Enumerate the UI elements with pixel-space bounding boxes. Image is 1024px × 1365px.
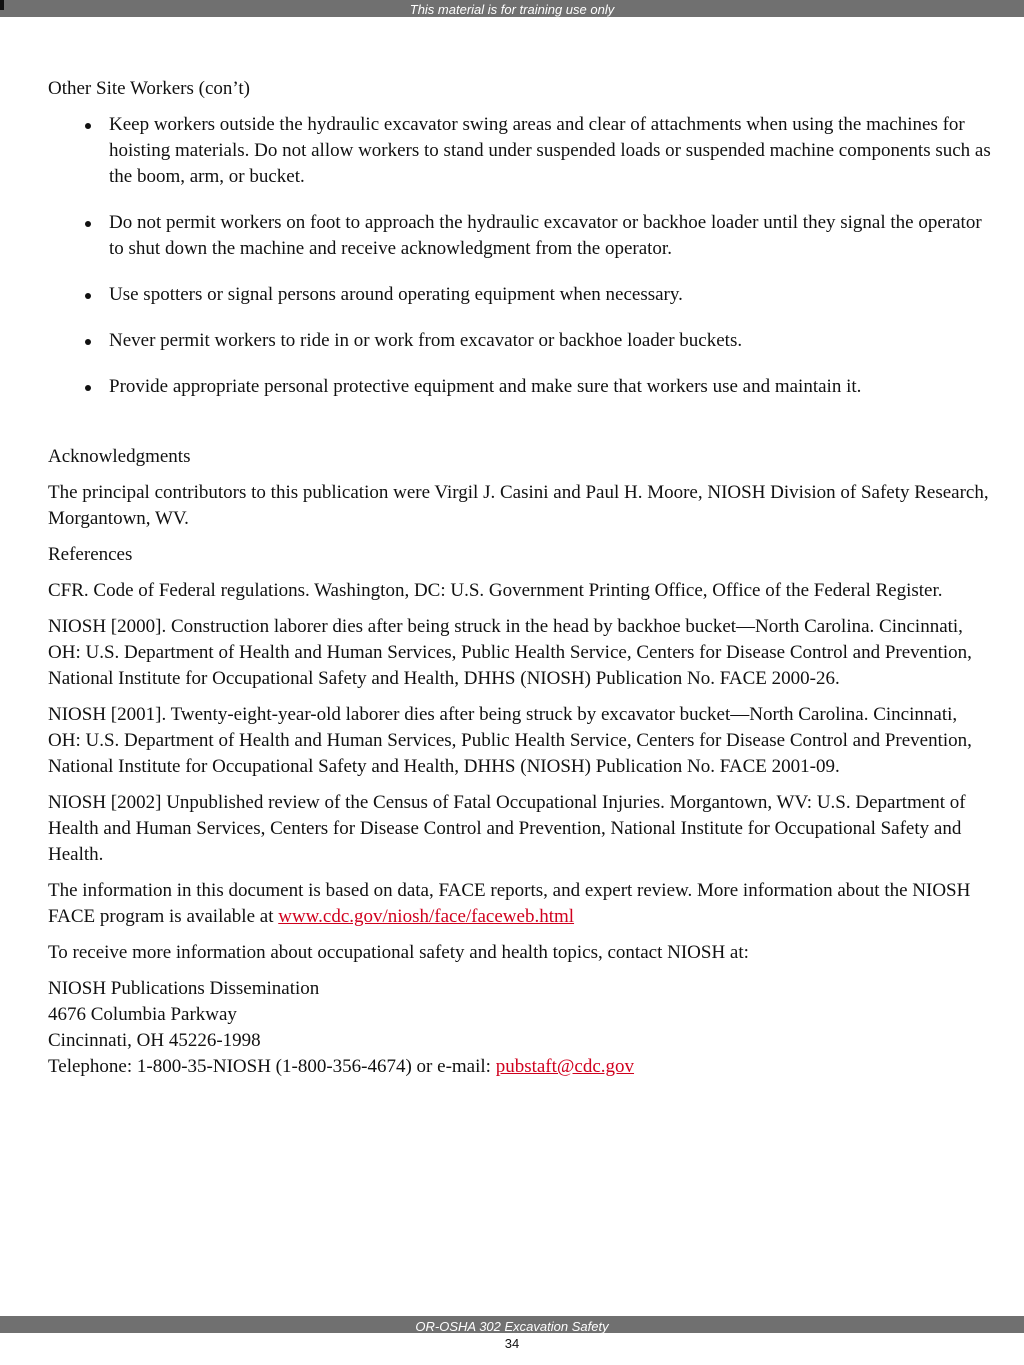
- acknowledgments-text: The principal contributors to this publication were Virgil J. Casini and Paul H. Moore, NIOSH Division of Safety Research, Morgantown, WV.: [48, 482, 989, 529]
- reference-item: NIOSH [2002] Unpublished review of the Census of Fatal Occupational Injuries. Morgantown, WV: U.S. Department of Health and Human Services, Centers for Disease Control and Prevention, National Institute for Occupational Safety and Health.: [48, 792, 966, 865]
- footer-banner: [0, 1316, 1024, 1333]
- bullet-item: Use spotters or signal persons around operating equipment when necessary.: [48, 282, 993, 308]
- contact-street: 4676 Columbia Parkway: [48, 1004, 237, 1025]
- header-banner-text: This material is for training use only: [409, 2, 615, 17]
- contact-phone: Telephone: 1-800-35-NIOSH (1-800-356-4674) or e-mail:: [48, 1056, 496, 1077]
- bullet-item: Never permit workers to ride in or work from excavator or backhoe loader buckets.: [48, 328, 993, 354]
- references-title: References: [48, 544, 133, 565]
- contact-intro: To receive more information about occupational safety and health topics, contact NIOSH at:: [48, 942, 749, 963]
- bullet-icon: [85, 221, 91, 227]
- header-banner: [0, 0, 1024, 17]
- bullet-icon: [85, 123, 91, 129]
- corner-mark: [0, 0, 4, 10]
- contact-city: Cincinnati, OH 45226-1998: [48, 1030, 261, 1051]
- bullet-icon: [85, 293, 91, 299]
- face-program-link[interactable]: www.cdc.gov/niosh/face/faceweb.html: [278, 906, 575, 927]
- bullet-item: Do not permit workers on foot to approach the hydraulic excavator or backhoe loader until they signal the operator to shut down the machine and receive acknowledgment from the operator.: [48, 210, 993, 262]
- bullet-list: [48, 112, 993, 400]
- contact-address: [48, 976, 993, 1080]
- reference-item: NIOSH [2000]. Construction laborer dies after being struck in the head by backhoe bucket—North Carolina. Cincinnati, OH: U.S. Department of Health and Human Services, Public Health Service, Centers for Disease Control and Prevention, National Institute for Occupational Safety and Health, DHHS (NIOSH) Publication No. FACE 2000-26.: [48, 616, 972, 689]
- document-body: [48, 76, 993, 1090]
- section-title: Other Site Workers (con’t): [48, 78, 250, 99]
- reference-item: NIOSH [2001]. Twenty-eight-year-old laborer dies after being struck by excavator bucket—North Carolina. Cincinnati, OH: U.S. Department of Health and Human Services, Public Health Service, Centers for Disease Control and Prevention, National Institute for Occupational Safety and Health, DHHS (NIOSH) Publication No. FACE 2001-09.: [48, 704, 972, 777]
- acknowledgments-title: Acknowledgments: [48, 446, 191, 467]
- reference-item: CFR. Code of Federal regulations. Washington, DC: U.S. Government Printing Office, Office of the Federal Register.: [48, 580, 943, 601]
- info-paragraph: [48, 878, 993, 930]
- bullet-icon: [85, 385, 91, 391]
- contact-org: NIOSH Publications Dissemination: [48, 978, 320, 999]
- bullet-item: Provide appropriate personal protective equipment and make sure that workers use and maintain it.: [48, 374, 993, 400]
- email-link[interactable]: pubstaft@cdc.gov: [495, 1056, 635, 1077]
- page-number: 34: [504, 1336, 520, 1351]
- bullet-icon: [85, 339, 91, 345]
- info-text: The information in this document is based on data, FACE reports, and expert review. More information about the NIOSH FACE program is available at: [48, 880, 971, 927]
- footer-banner-text: OR-OSHA 302 Excavation Safety: [415, 1319, 609, 1334]
- bullet-item: Keep workers outside the hydraulic excavator swing areas and clear of attachments when using the machines for hoisting materials. Do not allow workers to stand under suspended loads or suspended machine components such as the boom, arm, or bucket.: [48, 112, 993, 190]
